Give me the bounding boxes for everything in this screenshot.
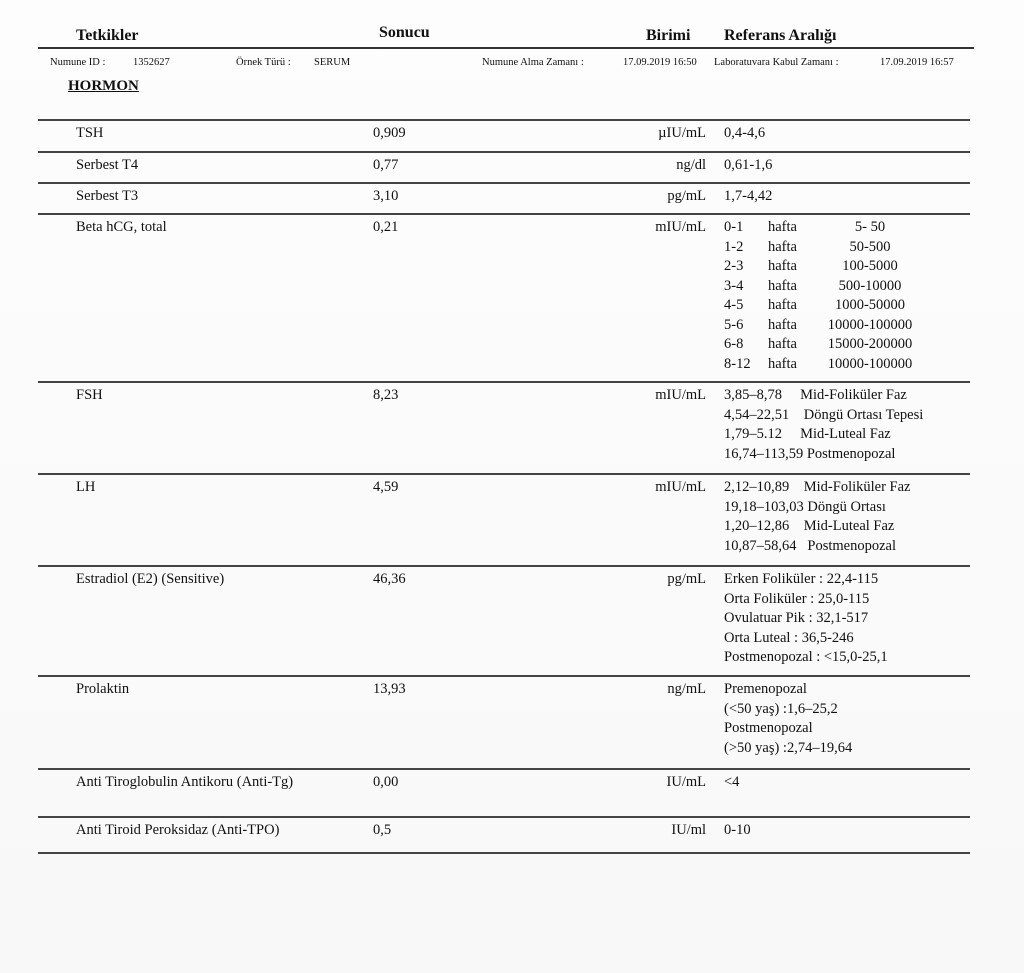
reference-line: 1,20–12,86 Mid-Luteal Faz bbox=[724, 518, 895, 534]
results-table bbox=[38, 119, 970, 854]
test-reference bbox=[724, 124, 765, 144]
table-row bbox=[38, 151, 970, 182]
reference-line: 19,18–103,03 Döngü Ortası bbox=[724, 498, 886, 515]
test-name: Serbest T3 bbox=[76, 188, 139, 204]
reference-line: 5-6 hafta 10000-100000 bbox=[724, 316, 913, 333]
test-result: 0,21 bbox=[373, 219, 399, 235]
table-row bbox=[38, 182, 970, 213]
reference-line: 0,61-1,6 bbox=[724, 157, 773, 173]
reference-line: (>50 yaş) :2,74–19,64 bbox=[724, 739, 853, 756]
test-reference bbox=[724, 218, 920, 374]
test-result: 4,59 bbox=[373, 479, 399, 495]
table-row bbox=[38, 816, 970, 854]
table-row bbox=[38, 119, 970, 151]
reference-line: Premenopozal bbox=[724, 681, 807, 697]
test-unit: IU/mL bbox=[666, 774, 706, 790]
test-reference bbox=[724, 570, 888, 668]
test-result: 8,23 bbox=[373, 387, 399, 403]
header-unit: Birimi bbox=[646, 27, 691, 44]
test-name: Beta hCG, total bbox=[76, 219, 167, 235]
table-row bbox=[38, 381, 970, 473]
reference-line: 0,4-4,6 bbox=[724, 125, 766, 141]
reference-line: 1-2 hafta 50-500 bbox=[724, 238, 891, 255]
test-unit: µIU/mL bbox=[658, 125, 706, 141]
header-reference: Referans Aralığı bbox=[724, 27, 837, 44]
test-unit: mIU/mL bbox=[655, 219, 706, 235]
test-unit: pg/mL bbox=[667, 188, 706, 204]
test-reference bbox=[724, 187, 772, 207]
test-name: Anti Tiroglobulin Antikoru (Anti-Tg) bbox=[76, 774, 294, 790]
test-reference bbox=[724, 156, 772, 176]
test-result: 3,10 bbox=[373, 188, 399, 204]
test-reference bbox=[724, 773, 739, 793]
test-name: TSH bbox=[76, 125, 104, 141]
test-unit: mIU/mL bbox=[655, 387, 706, 403]
test-unit: IU/ml bbox=[671, 822, 706, 838]
test-reference bbox=[724, 478, 910, 556]
test-reference bbox=[724, 821, 751, 841]
test-name: Anti Tiroid Peroksidaz (Anti-TPO) bbox=[76, 822, 280, 838]
reference-line: 0-1 hafta 5- 50 bbox=[724, 219, 886, 235]
header-divider bbox=[38, 47, 974, 49]
reference-line: 1,7-4,42 bbox=[724, 188, 773, 204]
lab-accept-label: Laboratuvara Kabul Zamanı : bbox=[714, 57, 839, 68]
table-row bbox=[38, 473, 970, 565]
sample-id-label: Numune ID : bbox=[50, 57, 106, 68]
table-row bbox=[38, 213, 970, 381]
header-result: Sonucu bbox=[379, 24, 430, 41]
reference-line: 2,12–10,89 Mid-Foliküler Faz bbox=[724, 479, 911, 495]
reference-line: Postmenopozal : <15,0-25,1 bbox=[724, 649, 888, 665]
reference-line: Erken Foliküler : 22,4-115 bbox=[724, 571, 879, 587]
reference-line: 8-12 hafta 10000-100000 bbox=[724, 355, 913, 372]
reference-line: Ovulatuar Pik : 32,1-517 bbox=[724, 610, 869, 626]
reference-line: Postmenopozal bbox=[724, 720, 813, 736]
reference-line: Orta Foliküler : 25,0-115 bbox=[724, 590, 870, 607]
test-name: FSH bbox=[76, 387, 103, 403]
section-title: HORMON bbox=[68, 78, 139, 94]
reference-line: 6-8 hafta 15000-200000 bbox=[724, 336, 913, 352]
reference-line: 4,54–22,51 Döngü Ortası Tepesi bbox=[724, 406, 924, 423]
test-name: Estradiol (E2) (Sensitive) bbox=[76, 571, 225, 587]
test-unit: ng/mL bbox=[667, 681, 706, 697]
reference-line: Orta Luteal : 36,5-246 bbox=[724, 629, 854, 646]
reference-line: 10,87–58,64 Postmenopozal bbox=[724, 537, 896, 554]
table-row bbox=[38, 768, 970, 816]
test-reference bbox=[724, 680, 852, 758]
test-name: Serbest T4 bbox=[76, 157, 139, 173]
table-row bbox=[38, 675, 970, 768]
test-name: LH bbox=[76, 479, 96, 495]
reference-line: 3-4 hafta 500-10000 bbox=[724, 277, 902, 294]
sample-type-label: Örnek Türü : bbox=[236, 57, 291, 68]
collection-time: 17.09.2019 16:50 bbox=[623, 57, 697, 68]
test-result: 0,909 bbox=[373, 125, 406, 141]
test-unit: ng/dl bbox=[676, 157, 706, 173]
reference-line: (<50 yaş) :1,6–25,2 bbox=[724, 700, 838, 717]
reference-line: 4-5 hafta 1000-50000 bbox=[724, 297, 906, 313]
test-result: 13,93 bbox=[373, 681, 406, 697]
test-result: 0,77 bbox=[373, 157, 399, 173]
test-unit: pg/mL bbox=[667, 571, 706, 587]
reference-line: 2-3 hafta 100-5000 bbox=[724, 258, 898, 274]
test-unit: mIU/mL bbox=[655, 479, 706, 495]
reference-line: 1,79–5.12 Mid-Luteal Faz bbox=[724, 426, 891, 442]
test-reference bbox=[724, 386, 923, 464]
lab-accept-time: 17.09.2019 16:57 bbox=[880, 57, 954, 68]
reference-line: 16,74–113,59 Postmenopozal bbox=[724, 445, 896, 462]
test-result: 0,5 bbox=[373, 822, 392, 838]
test-result: 0,00 bbox=[373, 774, 399, 790]
reference-line: 0-10 bbox=[724, 822, 751, 838]
sample-id: 1352627 bbox=[133, 57, 170, 68]
test-name: Prolaktin bbox=[76, 681, 130, 697]
reference-line: 3,85–8,78 Mid-Foliküler Faz bbox=[724, 387, 907, 403]
reference-line: <4 bbox=[724, 774, 740, 790]
table-row bbox=[38, 565, 970, 675]
header-tests: Tetkikler bbox=[76, 27, 139, 44]
collection-time-label: Numune Alma Zamanı : bbox=[482, 57, 584, 68]
sample-type: SERUM bbox=[314, 57, 351, 68]
test-result: 46,36 bbox=[373, 571, 406, 587]
